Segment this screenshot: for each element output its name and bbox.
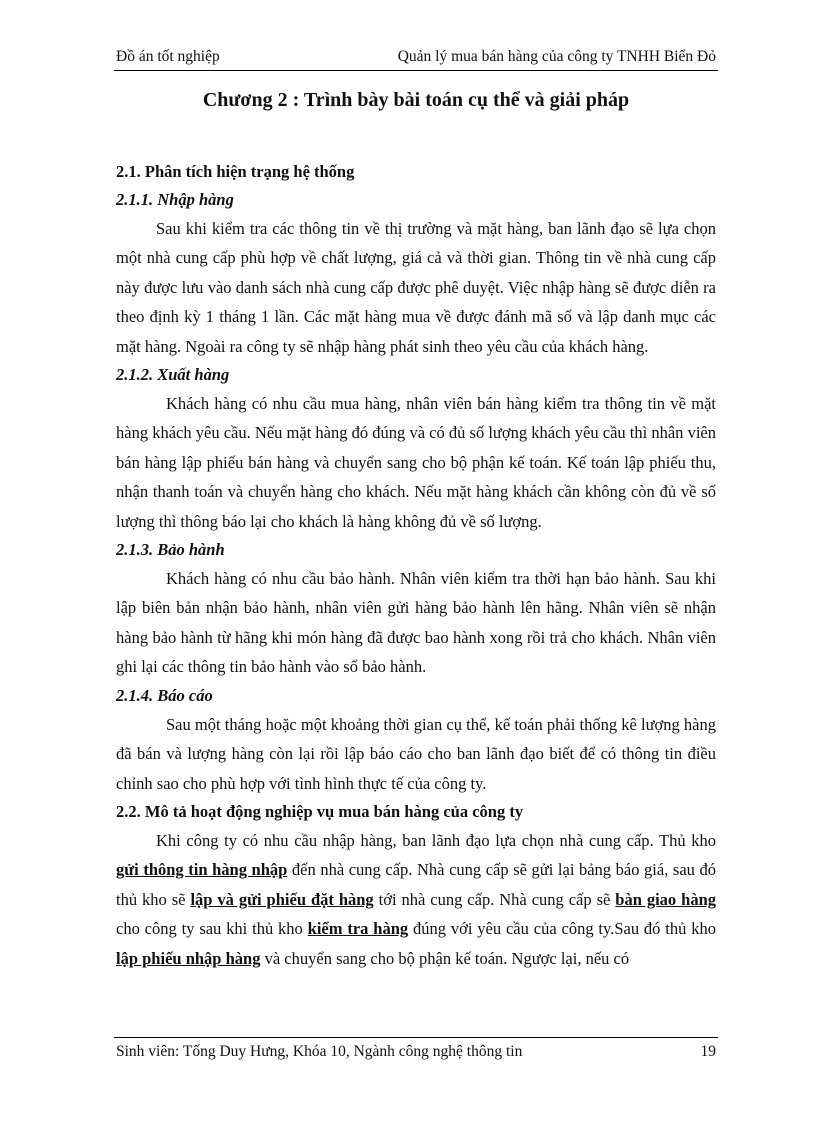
keyword-ban-giao-hang: bàn giao hàng — [615, 889, 716, 909]
text-run: đúng với yêu cầu của công ty.Sau đó thủ kho — [408, 919, 716, 939]
paragraph-xuat-hang: Khách hàng có nhu cầu mua hàng, nhân viên bán hàng kiểm tra thông tin về mặt hàng khách yêu cầu. Nếu mặt hàng đó đúng và có đủ số lượng khách yêu cầu thì nhân viên bán hàng lập phiếu bán hàng và chuyển sang cho bộ phận kế toán. Kế toán lập phiếu thu, nhận thanh toán và chuyển hàng cho khách. Nếu mặt hàng khách cần không còn đủ về số lượng thì thông báo lại cho khách là hàng không đủ về số lượng. — [116, 394, 716, 531]
subsection-heading-2-1-1: 2.1.1. Nhập hàng — [116, 190, 234, 209]
page-number: 19 — [700, 1043, 716, 1060]
header-right-text: Quản lý mua bán hàng của công ty TNHH Biển Đỏ — [397, 48, 716, 65]
paragraph-bao-cao: Sau một tháng hoặc một khoảng thời gian cụ thể, kế toán phải thống kê lượng hàng đã bán và lượng hàng còn lại rồi lập báo cáo cho ban lãnh đạo biết để có thông tin điều chỉnh sao cho phù hợp với tình hình thực tế của công ty. — [116, 714, 716, 793]
section-heading-2-1: 2.1. Phân tích hiện trạng hệ thống — [116, 162, 355, 181]
subsection-heading-2-1-3: 2.1.3. Bảo hành — [116, 540, 225, 560]
chapter-title: Chương 2 : Trình bày bài toán cụ thể và giải pháp — [202, 89, 630, 111]
paragraph-mo-ta-nghiep-vu — [116, 826, 716, 973]
text-run: tới nhà cung cấp. Nhà cung cấp sẽ — [373, 889, 616, 909]
keyword-lap-va-gui-phieu-dat-hang: lập và gửi phiếu đặt hàng — [190, 889, 374, 909]
footer-divider — [114, 1037, 718, 1038]
header-left-text: Đồ án tốt nghiệp — [116, 48, 220, 65]
paragraph-nhap-hang: Sau khi kiểm tra các thông tin về thị trường và mặt hàng, ban lãnh đạo sẽ lựa chọn một nhà cung cấp phù hợp về chất lượng, giá cả và thời gian. Thông tin về nhà cung cấp này được lưu vào danh sách nhà cung cấp được phê duyệt. Việc nhập hàng sẽ được diễn ra theo định kỳ 1 tháng 1 lần. Các mặt hàng mua về được đánh mã số và lập danh mục các mặt hàng. Ngoài ra công ty sẽ nhập hàng phát sinh theo yêu cầu của khách hàng. — [116, 219, 716, 356]
keyword-kiem-tra-hang: kiểm tra hàng — [307, 919, 409, 939]
footer-student-info: Sinh viên: Tống Duy Hưng, Khóa 10, Ngành công nghệ thông tin — [116, 1043, 523, 1060]
text-run: đến nhà cung cấp. Nhà cung cấp sẽ gửi lại bảng báo giá, sau đó thủ kho sẽ — [116, 860, 717, 909]
subsection-heading-2-1-4: 2.1.4. Báo cáo — [116, 685, 213, 705]
keyword-gui-thong-tin-hang-nhap: gửi thông tin hàng nhập — [116, 860, 288, 880]
text-run: cho công ty sau khi thủ kho — [116, 919, 308, 939]
page-header — [114, 46, 718, 71]
subsection-heading-2-1-2: 2.1.2. Xuất hàng — [116, 365, 230, 385]
keyword-lap-phieu-nhap-hang: lập phiếu nhập hàng — [116, 948, 261, 968]
paragraph-bao-hanh: Khách hàng có nhu cầu bảo hành. Nhân viên kiểm tra thời hạn bảo hành. Sau khi lập biên bản nhận bảo hành, nhân viên gửi hàng bảo hành lên hãng. Nhân viên sẽ nhận hàng bảo hành từ hãng khi món hàng đã được bao hành xong rồi trả cho khách. Nhân viên ghi lại các thông tin bảo hành vào sổ bảo hành. — [116, 569, 716, 677]
section-heading-2-2: 2.2. Mô tả hoạt động nghiệp vụ mua bán hàng của công ty — [116, 801, 524, 821]
page-content — [116, 158, 716, 973]
text-run: và chuyển sang cho bộ phận kế toán. Ngược lại, nếu có — [260, 948, 630, 968]
text-run: Khi công ty có nhu cầu nhập hàng, ban lãnh đạo lựa chọn nhà cung cấp. Thủ kho — [156, 830, 716, 850]
